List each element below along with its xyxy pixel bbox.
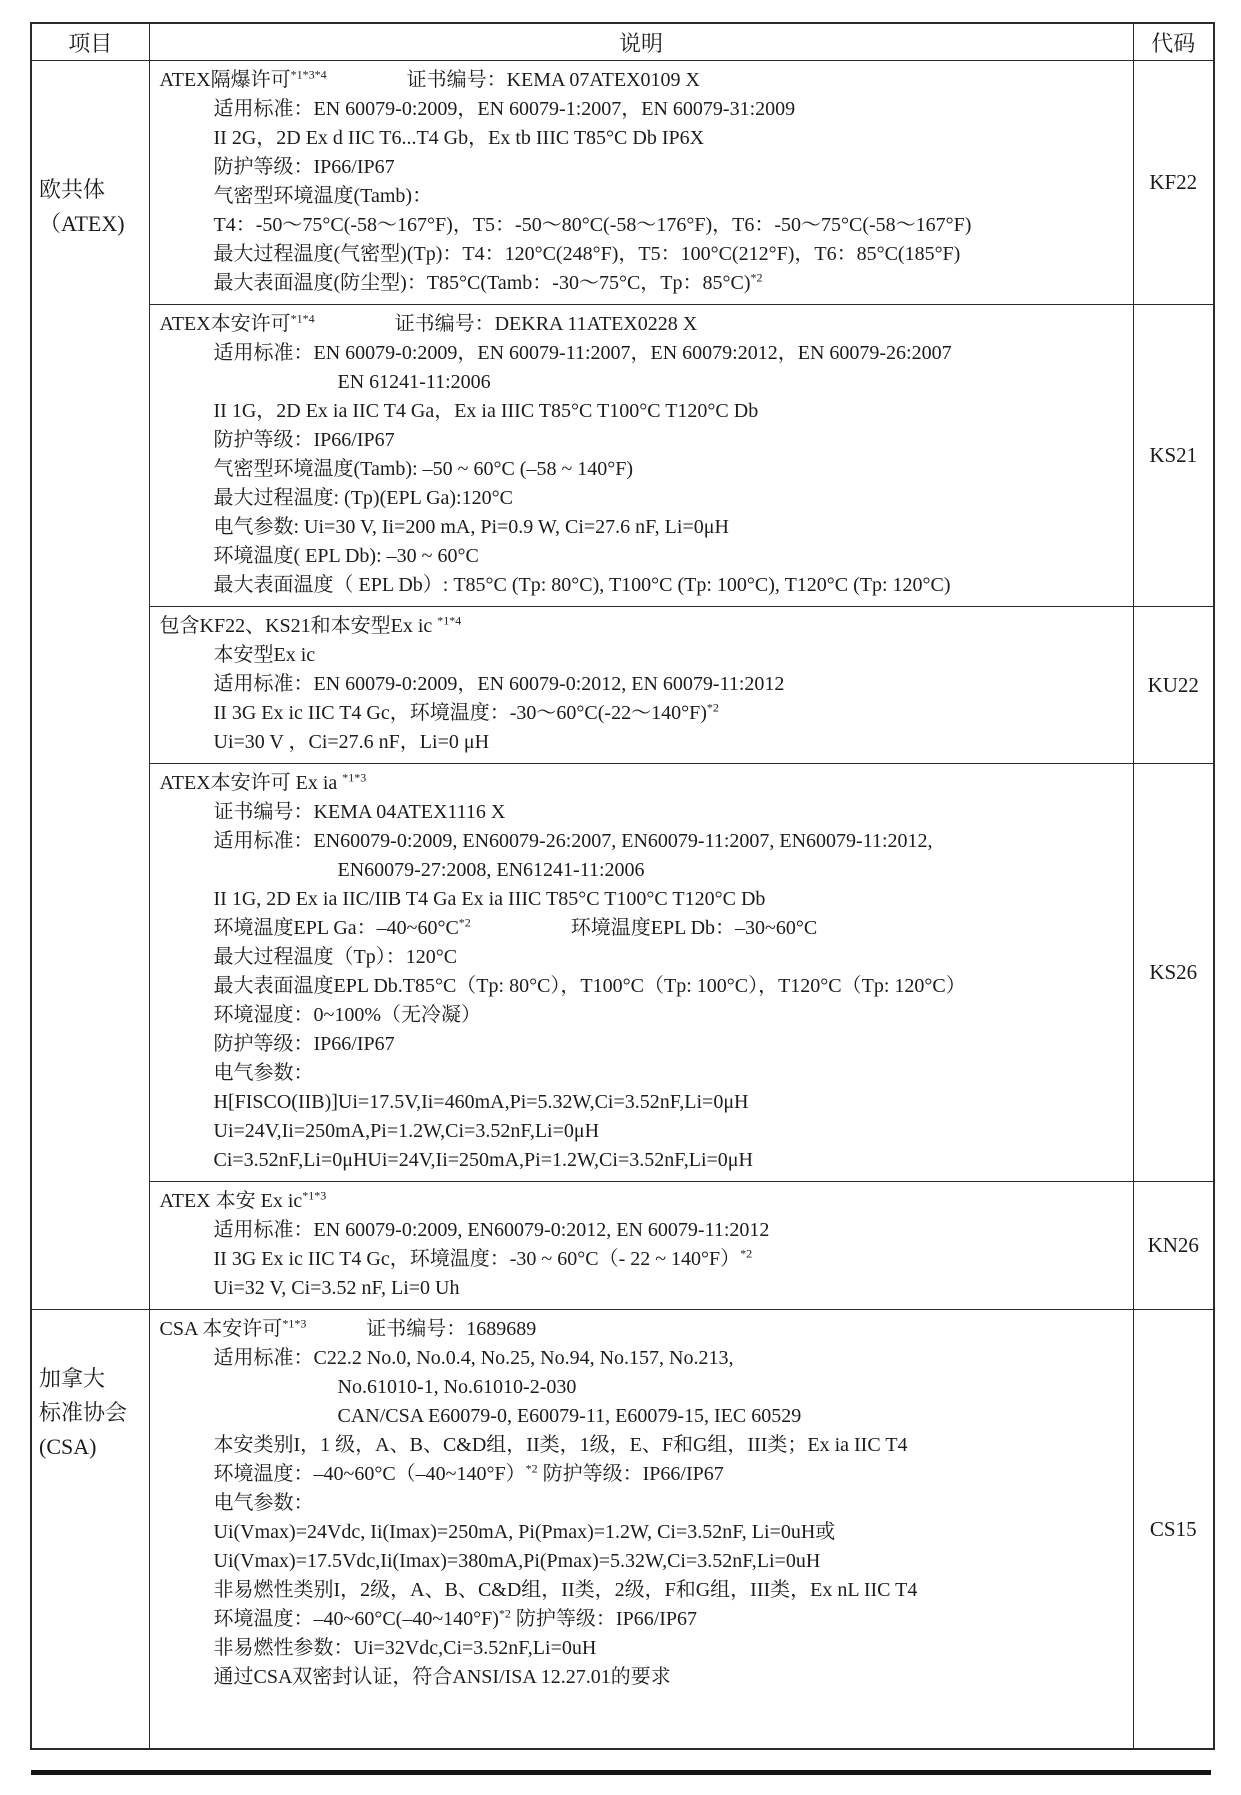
- spec-line: Ui=32 V, Ci=3.52 nF, Li=0 Uh: [213, 1277, 460, 1299]
- header-code: 代码: [1133, 23, 1214, 61]
- table-row-kf22: [31, 61, 1214, 305]
- page-bottom-rule: [31, 1770, 1211, 1775]
- spec-line: 非易燃性参数：Ui=32Vdc,Ci=3.52nF,Li=0uH: [213, 1637, 597, 1659]
- table-body: [31, 61, 1214, 1750]
- spec-line: 防护等级：IP66/IP67: [213, 429, 395, 451]
- description-cell: [149, 1182, 1133, 1310]
- item-cell-atex: [31, 61, 149, 1310]
- item-line: 标准协会: [39, 1400, 128, 1425]
- spec-line: II 3G Ex ic IIC T4 Gc，环境温度：-30 ~ 60°C（- 22 ~ 140°F）$^{*2}$: [213, 1246, 753, 1270]
- spec-line: 通过CSA双密封认证，符合ANSI/ISA 12.27.01的要求: [213, 1666, 671, 1688]
- spec-line: 气密型环境温度(Tamb): –50 ~ 60°C (–58 ~ 140°F): [213, 458, 634, 480]
- spec-line: ATEX本安许可 Ex ia $^{*1*3}$: [159, 770, 367, 794]
- table-row-ks21: [31, 305, 1214, 607]
- spec-line: 电气参数: Ui=30 V, Ii=200 mA, Pi=0.9 W, Ci=27.6 nF, Li=0μH: [213, 516, 729, 538]
- spec-line: ATEX本安许可$^{*1*4}$ 证书编号：DEKRA 11ATEX0228 X: [159, 311, 698, 335]
- spec-line: Ui=24V,Ii=250mA,Pi=1.2W,Ci=3.52nF,Li=0μH: [213, 1120, 600, 1142]
- header-description: 说明: [149, 23, 1133, 61]
- spec-line: 本安型Ex ic: [213, 644, 316, 666]
- spec-line: 环境温度：–40~60°C（–40~140°F）$^{*2}$ 防护等级：IP66/IP67: [213, 1461, 724, 1485]
- description-cell: [149, 764, 1133, 1182]
- spec-line: 最大过程温度（Tp）：120°C: [213, 946, 458, 968]
- spec-line: Ui=30 V ，Ci=27.6 nF，Li=0 μH: [213, 731, 490, 753]
- spec-line: H[FISCO(IIB)]Ui=17.5V,Ii=460mA,Pi=5.32W,Ci=3.52nF,Li=0μH: [213, 1091, 749, 1113]
- code-cell: KS21: [1133, 305, 1214, 607]
- spec-line: 环境湿度：0~100%（无冷凝）: [213, 1004, 481, 1026]
- description-cell: [149, 1310, 1133, 1750]
- table-row-ks26: [31, 764, 1214, 1182]
- spec-line: CSA 本安许可$^{*1*3}$ 证书编号：1689689: [159, 1316, 537, 1340]
- spec-line: ATEX 本安 Ex $ic^{*1*3}$: [159, 1188, 327, 1212]
- code-cell: KU22: [1133, 607, 1214, 764]
- spec-line: Ci=3.52nF,Li=0μHUi=24V,Ii=250mA,Pi=1.2W,Ci=3.52nF,Li=0μH: [213, 1149, 753, 1171]
- item-line: (CSA): [39, 1434, 97, 1459]
- spec-line: ATEX隔爆许可$^{*1*3*4}$ 证书编号：KEMA 07ATEX0109 X: [159, 67, 700, 91]
- spec-line: T4：-50～75°C(-58～167°F)，T5：-50～80°C(-58～176°F)，T6：-50～75°C(-58～167°F): [213, 214, 972, 236]
- spec-line: 气密型环境温度(Tamb)：: [213, 185, 433, 207]
- description-cell: [149, 305, 1133, 607]
- spec-line: CAN/CSA E60079-0, E60079-11, E60079-15, IEC 60529: [337, 1405, 802, 1427]
- spec-line: EN 61241-11:2006: [337, 371, 491, 393]
- spec-line: EN60079-27:2008, EN61241-11:2006: [337, 859, 645, 881]
- spec-line: Ui(Vmax)=24Vdc, Ii(Imax)=250mA, Pi(Pmax)=1.2W, Ci=3.52nF, Li=0uH或: [213, 1521, 836, 1543]
- description-cell: [149, 607, 1133, 764]
- header-item: 项目: [31, 23, 149, 61]
- certification-table: [30, 22, 1215, 1750]
- spec-line: Ui(Vmax)=17.5Vdc,Ii(Imax)=380mA,Pi(Pmax)=5.32W,Ci=3.52nF,Li=0uH: [213, 1550, 821, 1572]
- spec-line: 防护等级：IP66/IP67: [213, 1033, 395, 1055]
- spec-line: 本安类别I，1 级，A、B、C&D组，II类，1级，E、F和G组，III类；Ex ia IIC T4: [213, 1434, 908, 1456]
- spec-line: II 1G, 2D Ex ia IIC/IIB T4 Ga Ex ia IIIC T85°C T100°C T120°C Db: [213, 888, 766, 910]
- code-cell: CS15: [1133, 1310, 1214, 1750]
- table-header-row: [31, 23, 1214, 61]
- code-cell: KN26: [1133, 1182, 1214, 1310]
- item-line: （ATEX): [39, 211, 125, 236]
- item-line: 欧共体: [39, 177, 106, 202]
- spec-line: II 2G，2D Ex d IIC T6...T4 Gb，Ex tb IIIC T85°C Db IP6X: [213, 127, 705, 149]
- spec-line: 最大过程温度(气密型)(Tp)：T4：120°C(248°F)，T5：100°C(212°F)，T6：85°C(185°F): [213, 243, 961, 265]
- spec-line: No.61010-1, No.61010-2-030: [337, 1376, 577, 1398]
- spec-line: 适用标准：EN 60079-0:2009，EN 60079-1:2007，EN 60079-31:2009: [213, 98, 796, 120]
- spec-line: 最大表面温度EPL Db.T85°C（Tp: 80°C），T100°C（Tp: 100°C），T120°C（Tp: 120°C）: [213, 975, 966, 997]
- spec-line: 电气参数：: [213, 1062, 314, 1084]
- spec-line: 适用标准：EN60079-0:2009, EN60079-26:2007, EN60079-11:2007, EN60079-11:2012,: [213, 830, 933, 852]
- spec-line: II 1G，2D Ex ia IIC T4 Ga，Ex ia IIIC T85°C T100°C T120°C Db: [213, 400, 759, 422]
- spec-line: 电气参数：: [213, 1492, 314, 1514]
- table-row-cs15: [31, 1310, 1214, 1750]
- item-line: 加拿大: [39, 1366, 106, 1391]
- spec-line: 适用标准：EN 60079-0:2009，EN 60079-11:2007，EN 60079:2012，EN 60079-26:2007: [213, 342, 952, 364]
- spec-line: 非易燃性类别I，2级，A、B、C&D组，II类，2级，F和G组，III类，Ex nL IIC T4: [213, 1579, 918, 1601]
- description-cell: [149, 61, 1133, 305]
- spec-line: 适用标准：EN 60079-0:2009, EN60079-0:2012, EN 60079-11:2012: [213, 1219, 770, 1241]
- spec-line: 环境温度：–40~60°C(–40~140°F)$^{*2}$ 防护等级：IP66/IP67: [213, 1606, 698, 1630]
- spec-line: 环境温度( EPL Db): –30 ~ 60°C: [213, 545, 479, 567]
- spec-line: 最大过程温度: (Tp)(EPL Ga):120°C: [213, 487, 513, 509]
- table-row-kn26: [31, 1182, 1214, 1310]
- spec-line: 防护等级：IP66/IP67: [213, 156, 395, 178]
- spec-line: II 3G Ex ic IIC T4 Gc，环境温度：-30～60°C(-22～140°F)$^{*2}$: [213, 700, 719, 724]
- spec-line: 包含KF22、KS21和本安型Ex ic $^{*1*4}$: [159, 613, 462, 637]
- item-cell-csa: [31, 1310, 149, 1750]
- code-cell: KF22: [1133, 61, 1214, 305]
- spec-line: 适用标准：EN 60079-0:2009，EN 60079-0:2012, EN 60079-11:2012: [213, 673, 785, 695]
- spec-line: 环境温度EPL Ga：$-40\sim 60^\circ C^{*2}$ 环境温度EPL Db：–30~60°C: [213, 915, 818, 939]
- spec-line: 适用标准：C22.2 No.0, No.0.4, No.25, No.94, No.157, No.213,: [213, 1347, 734, 1369]
- spec-line: 最大表面温度（ EPL Db）: T85°C (Tp: 80°C), T100°C (Tp: 100°C), T120°C (Tp: 120°C): [213, 574, 951, 596]
- code-cell: KS26: [1133, 764, 1214, 1182]
- table-row-ku22: [31, 607, 1214, 764]
- spec-line: 最大表面温度(防尘型)：T85°C(Tamb：-30～75°C，Tp：85°C)$^{*2}$: [213, 270, 763, 294]
- spec-line: 证书编号：KEMA 04ATEX1116 X: [213, 801, 506, 823]
